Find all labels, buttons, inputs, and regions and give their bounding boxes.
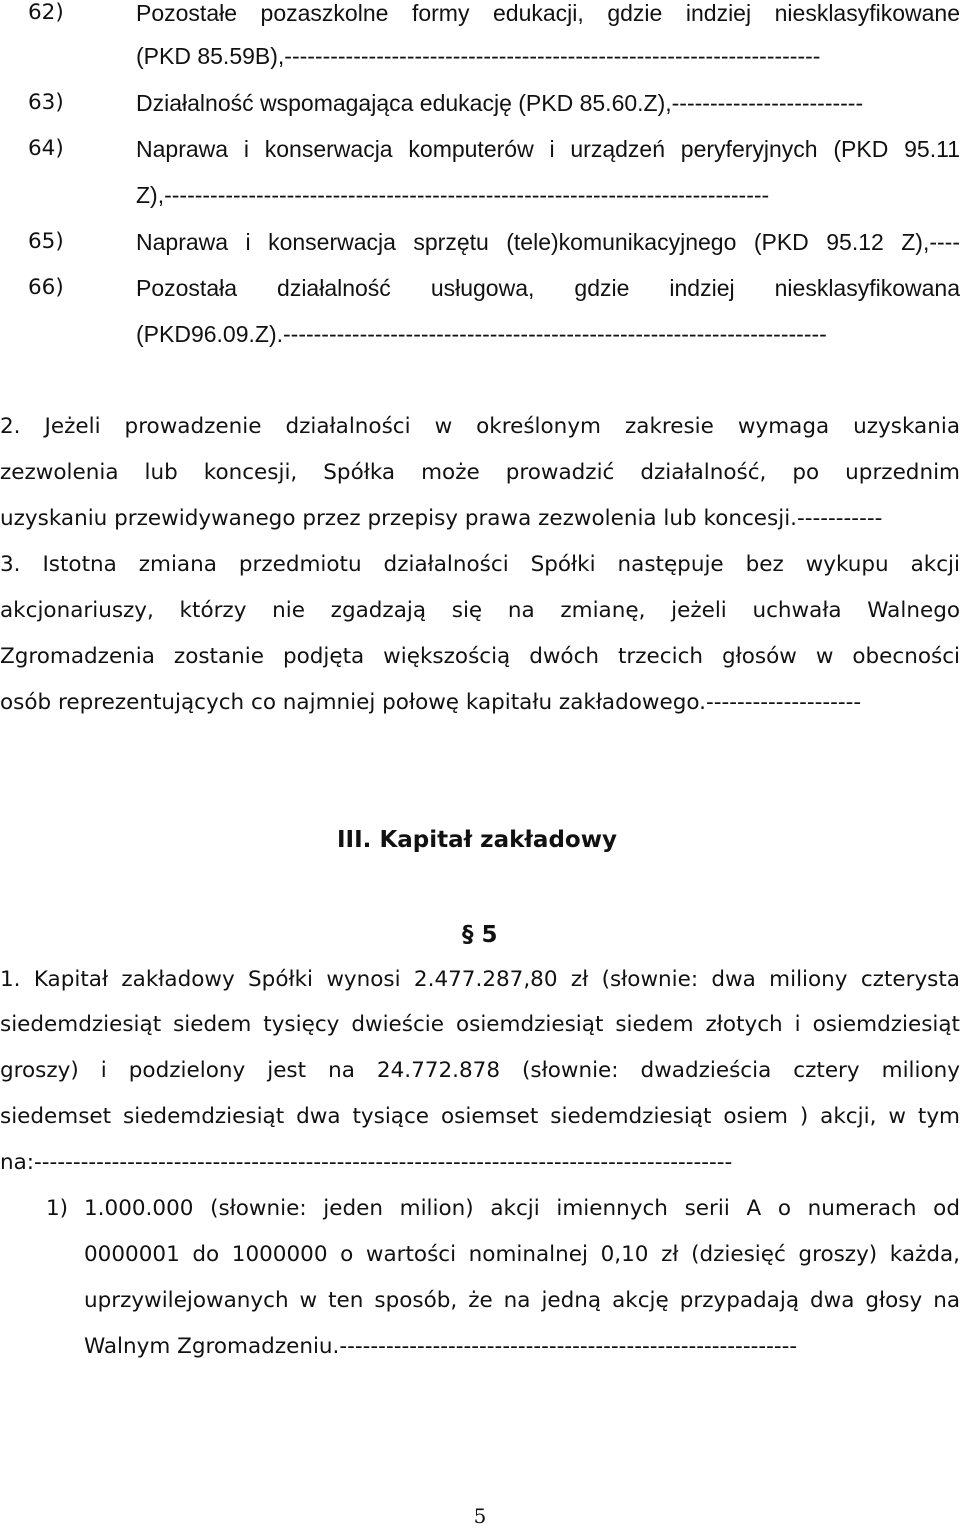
sub-item-number: 1) (46, 1196, 69, 1221)
paragraph-2-line: 2. Jeżeli prowadzenie działalności w określonym zakresie wymaga uzyskania (0, 414, 960, 439)
paragraph-2-line: zezwolenia lub koncesji, Spółka może prowadzić działalność, po uprzednim (0, 460, 960, 485)
list-number: 66) (28, 275, 64, 300)
paragraph-5-line: siedemdziesiąt siedem tysięcy dwieście osiemdziesiąt siedem złotych i osiemdziesiąt (0, 1012, 960, 1037)
list-item-text: Pozostałe pozaszkolne formy edukacji, gdzie indziej niesklasyfikowane (136, 0, 960, 26)
page-number: 5 (473, 1504, 487, 1528)
list-item-text: Naprawa i konserwacja komputerów i urządzeń peryferyjnych (PKD 95.11 (136, 136, 960, 162)
list-number: 62) (28, 0, 64, 25)
paragraph-3-line: osób reprezentujących co najmniej połowę kapitału zakładowego.-------------------- (0, 690, 862, 715)
sub-item-line: 1.000.000 (słownie: jeden milion) akcji imiennych serii A o numerach od (84, 1196, 960, 1221)
paragraph-5-line: 1. Kapitał zakładowy Spółki wynosi 2.477.287,80 zł (słownie: dwa miliony czterysta (0, 967, 960, 992)
list-item-text: (PKD96.09.Z).----------------------------------------------------------------------- (136, 321, 827, 347)
sub-item-line: 0000001 do 1000000 o wartości nominalnej 0,10 zł (dziesięć groszy) każda, (84, 1242, 960, 1267)
list-item-text: Działalność wspomagająca edukację (PKD 85.60.Z),------------------------- (136, 90, 864, 116)
section-title: Kapitał zakładowy (379, 827, 617, 853)
paragraph-2-line: uzyskaniu przewidywanego przez przepisy prawa zezwolenia lub koncesji.----------- (0, 506, 883, 531)
sub-item-line: uprzywilejowanych w ten sposób, że na jedną akcję przypadają dwa głosy na (84, 1288, 960, 1313)
paragraph-5-line: groszy) i podzielony jest na 24.772.878 (słownie: dwadzieścia cztery miliony (0, 1058, 960, 1083)
list-item-text: Pozostała działalność usługowa, gdzie indziej niesklasyfikowana (136, 275, 960, 301)
list-item-text: Naprawa i konserwacja sprzętu (tele)komunikacyjnego (PKD 95.12 Z),---- (136, 229, 960, 255)
section-roman: III. (337, 827, 372, 853)
paragraph-3-line: akcjonariuszy, którzy nie zgadzają się na zmianę, jeżeli uchwała Walnego (0, 598, 960, 623)
sub-item-line: Walnym Zgromadzeniu.----------------------------------------------------------- (84, 1334, 798, 1359)
paragraph-sign: § 5 (462, 922, 498, 948)
paragraph-5-line: na:------------------------------------------------------------------------------------------ (0, 1150, 733, 1175)
list-number: 64) (28, 136, 64, 161)
paragraph-3-line: 3. Istotna zmiana przedmiotu działalności Spółki następuje bez wykupu akcji (0, 552, 960, 577)
list-item-text: Z),------------------------------------------------------------------------------- (136, 182, 770, 208)
list-item-text: (PKD 85.59B),---------------------------------------------------------------------- (136, 43, 821, 69)
list-number: 63) (28, 90, 64, 115)
paragraph-3-line: Zgromadzenia zostanie podjęta większością dwóch trzecich głosów w obecności (0, 644, 960, 669)
section-heading (337, 825, 617, 855)
list-number: 65) (28, 229, 64, 254)
paragraph-5-line: siedemset siedemdziesiąt dwa tysiące osiemset siedemdziesiąt osiem ) akcji, w tym (0, 1104, 960, 1129)
